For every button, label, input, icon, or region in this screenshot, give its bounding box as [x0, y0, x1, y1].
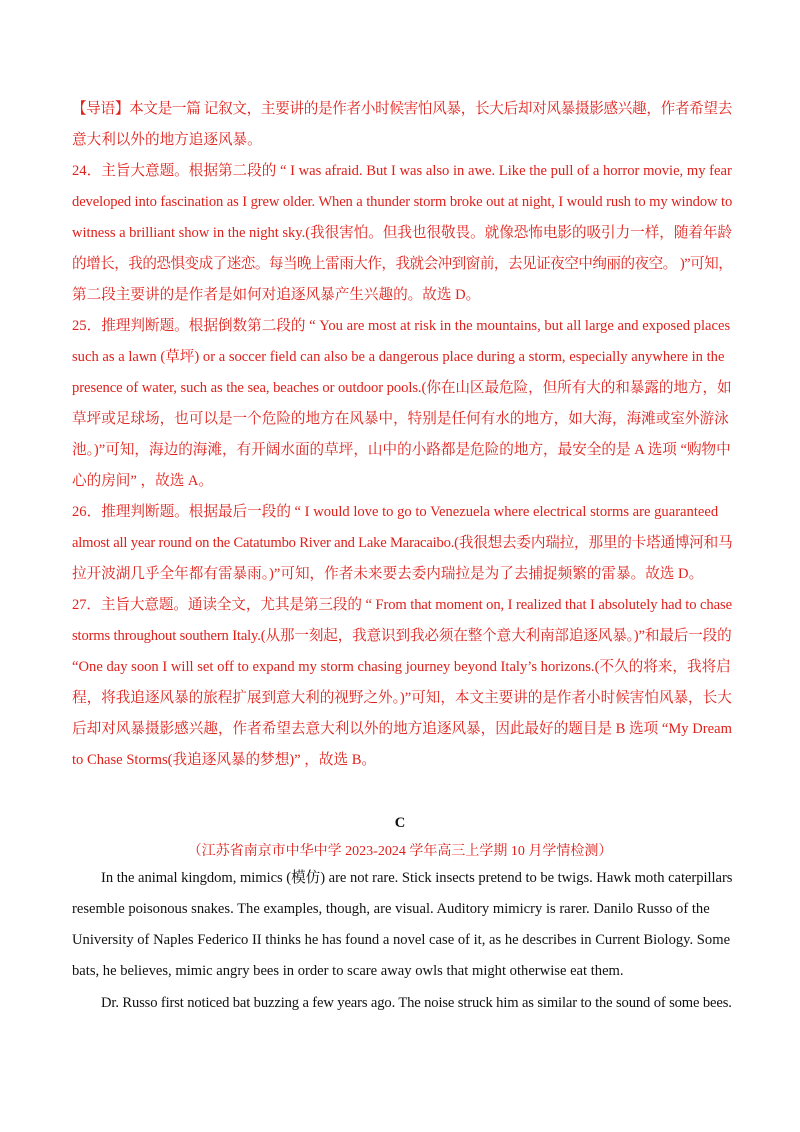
answer-25-block [72, 311, 732, 497]
passage-paragraph-2 [72, 988, 732, 1019]
answer-26-line: 26．推理判断题。根据最后一段的 “ I would love to go to Venezuela where electrical storms are guaranteed [72, 504, 719, 520]
answer-27-line: 程，将我追逐风暴的旅程扩展到意大利的视野之外。)”可知，本文主要讲的是作者小时候害怕风暴，长大 [72, 690, 732, 706]
answer-25-line: 草坪或足球场，也可以是一个危险的地方在风暴中，特别是任何有水的地方，如大海，海滩或室外游泳 [72, 411, 729, 427]
answer-25-line: presence of water, such as the sea, beaches or outdoor pools.(你在山区最危险，但所有大的和暴露的地方，如 [72, 380, 732, 396]
answer-27-line: “One day soon I will set off to expand my storm chasing journey beyond Italy’s horizons.(不久的将来，我将启 [72, 659, 731, 675]
answer-24-block [72, 156, 732, 311]
source-note: （江苏省南京市中华中学 2023-2024 学年高三上学期 10 月学情检测） [187, 844, 613, 859]
passage-line: Dr. Russo first noticed bat buzzing a few years ago. The noise struck him as similar to the sound of some bees. [101, 995, 732, 1011]
passage-line: resemble poisonous snakes. The examples, though, are visual. Auditory mimicry is rarer. Danilo Russo of the [72, 901, 710, 917]
answer-25-line: 25．推理判断题。根据倒数第二段的 “ You are most at risk in the mountains, but all large and exposed places [72, 318, 731, 334]
answer-24-line: witness a brilliant show in the night sky.(我很害怕。但我也很敬畏。就像恐怖电影的吸引力一样，随着年龄 [72, 225, 733, 241]
answer-27-line: 后却对风暴摄影感兴趣，作者希望去意大利以外的地方追逐风暴，因此最好的题目是 B 选项 “My Dream [72, 721, 732, 737]
passage-line: In the animal kingdom, mimics (模仿) are not rare. Stick insects pretend to be twigs. Hawk moth caterpillars [101, 870, 733, 886]
section-heading: C [394, 815, 406, 831]
answer-24-line: 的增长，我的恐惧变成了迷恋。每当晚上雷雨大作，我就会冲到窗前，去见证夜空中绚丽的夜空。 )”可知， [72, 256, 733, 272]
answer-24-line: 24．主旨大意题。根据第二段的 “ I was afraid. But I was also in awe. Like the pull of a horror movie, my fear [72, 163, 732, 179]
answer-26-line: almost all year round on the Catatumbo River and Lake Maracaibo.(我很想去委内瑞拉，那里的卡塔通博河和马 [72, 535, 733, 551]
intro-line: 意大利以外的地方追逐风暴。 [72, 132, 262, 148]
passage-paragraph-1 [72, 863, 732, 987]
answer-26-line: 拉开波湖几乎全年都有雷暴雨。)”可知，作者未来要去委内瑞拉是为了去捕捉频繁的雷暴。故选 D。 [72, 566, 704, 582]
intro-block [72, 94, 732, 156]
answer-25-line: 心的房间” ，故选 A。 [72, 473, 214, 489]
answer-26-block [72, 497, 732, 590]
intro-line: 【导语】本文是一篇 记叙文，主要讲的是作者小时候害怕风暴，长大后却对风暴摄影感兴趣，作者希望去 [72, 101, 732, 117]
answer-27-line: 27．主旨大意题。通读全文，尤其是第三段的 “ From that moment on, I realized that I absolutely had to chase [72, 597, 732, 613]
answer-25-line: such as a lawn (草坪) or a soccer field can also be a dangerous place during a storm, especially anywhere in the [72, 349, 725, 365]
passage-line: bats, he believes, mimic angry bees in order to scare away owls that might otherwise eat them. [72, 963, 624, 979]
answer-27-block [72, 590, 732, 776]
answer-24-line: developed into fascination as I grew older. When a thunder storm broke out at night, I would rush to my window to [72, 194, 733, 210]
answer-24-line: 第二段主要讲的是作者是如何对追逐风暴产生兴趣的。故选 D。 [72, 287, 481, 303]
answer-25-line: 池。)”可知，海边的海滩，有开阔水面的草坪，山中的小路都是危险的地方，最安全的是 A 选项 “购物中 [72, 442, 731, 458]
passage-line: University of Naples Federico II thinks he has found a novel case of it, as he describes in Current Biology. Some [72, 932, 731, 948]
answer-27-line: storms throughout southern Italy.(从那一刻起，我意识到我必须在整个意大利南部追逐风暴。)”和最后一段的 [72, 628, 732, 644]
answer-27-line: to Chase Storms(我追逐风暴的梦想)” ，故选 B。 [72, 752, 377, 768]
